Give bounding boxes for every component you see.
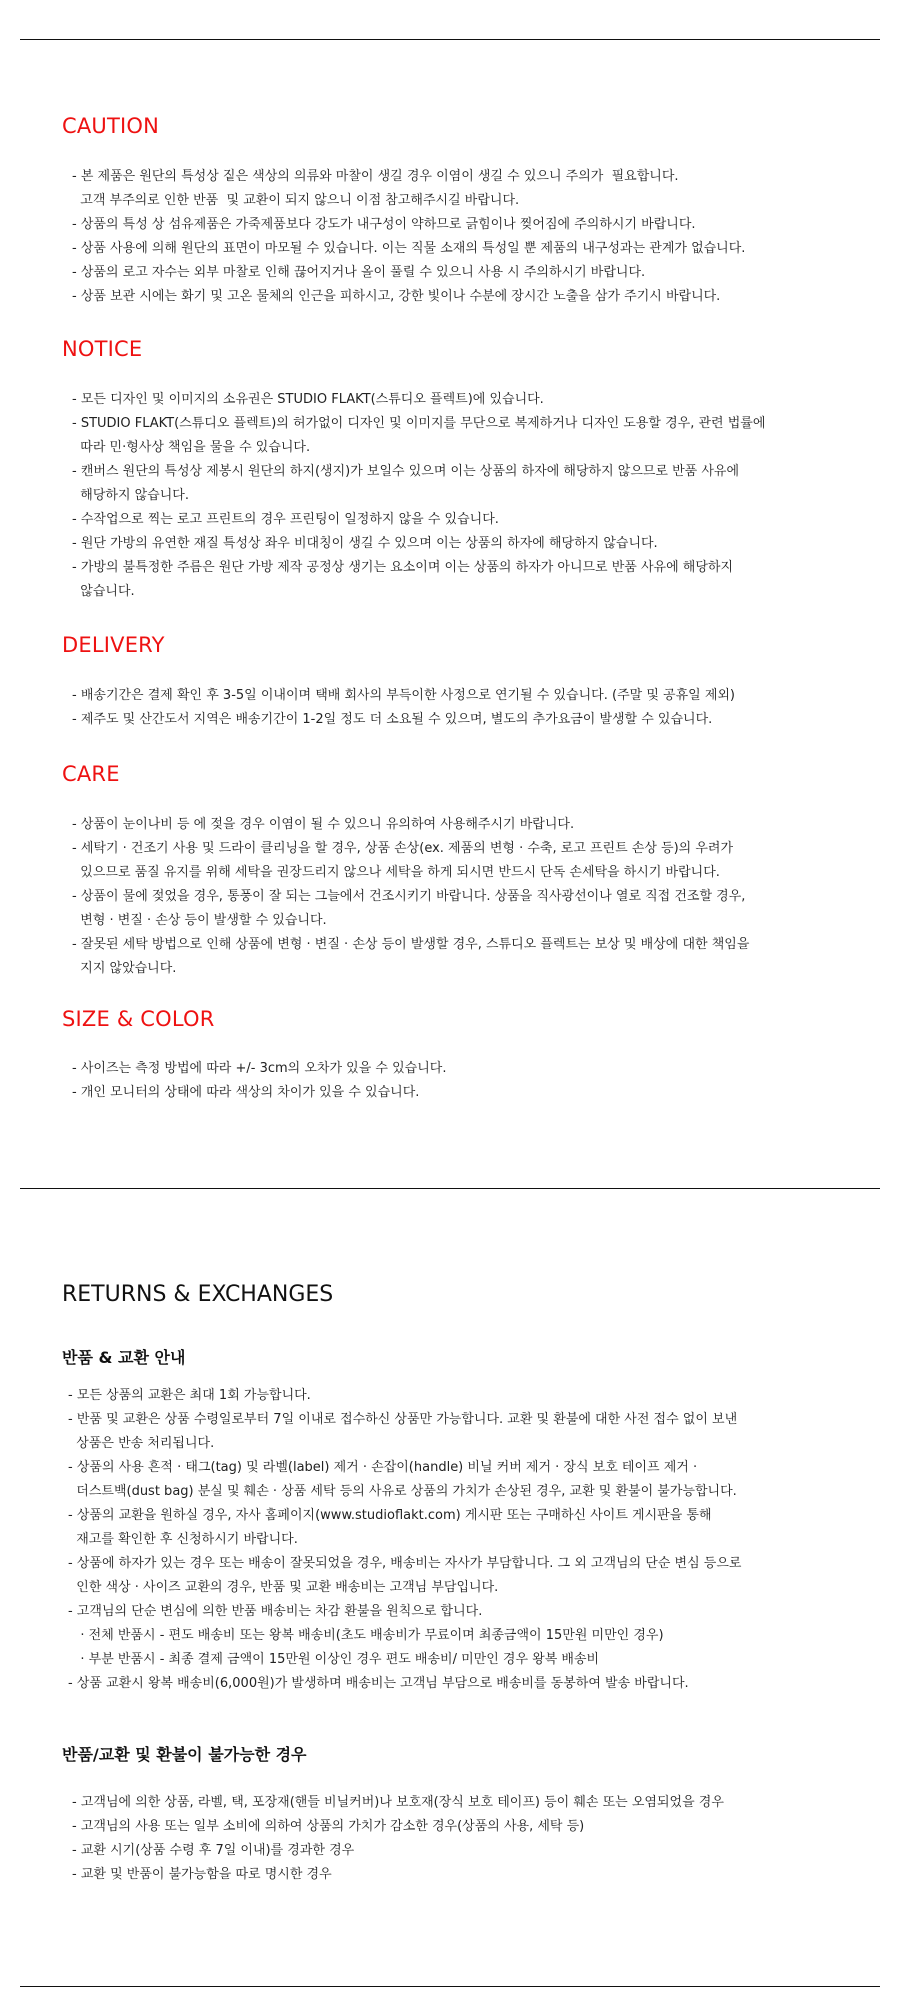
list-item: - 상품 사용에 의해 원단의 표면이 마모될 수 있습니다. 이는 직물 소재의 특성일 뿐 제품의 내구성과는 관계가 없습니다.: [72, 241, 746, 256]
unavailable-list: [72, 1791, 724, 1887]
return-guide-heading: 반품 & 교환 안내: [62, 1348, 186, 1367]
notice-heading: NOTICE: [62, 337, 143, 361]
unavailable-heading: 반품/교환 및 환불이 불가능한 경우: [62, 1745, 307, 1764]
list-item: - 가방의 불특정한 주름은 원단 가방 제작 공정상 생기는 요소이며 이는 상품의 하자가 아니므로 반품 사유에 해당하지: [72, 560, 734, 575]
list-item: - 본 제품은 원단의 특성상 짙은 색상의 의류와 마찰이 생길 경우 이염이 생길 수 있으니 주의가 필요합니다.: [72, 169, 679, 184]
list-item: - 상품의 로고 자수는 외부 마찰로 인해 끊어지거나 올이 풀릴 수 있으니 사용 시 주의하시기 바랍니다.: [72, 265, 646, 280]
list-item: - 모든 디자인 및 이미지의 소유권은 STUDIO FLAKT(스튜디오 플렉트)에 있습니다.: [72, 392, 544, 407]
list-item: - 상품이 눈이나비 등 에 젖을 경우 이염이 될 수 있으니 유의하여 사용해주시기 바랍니다.: [72, 817, 575, 832]
list-item: - 캔버스 원단의 특성상 제봉시 원단의 하지(생지)가 보일수 있으며 이는 상품의 하자에 해당하지 않으므로 반품 사유에: [72, 464, 740, 479]
list-item: 더스트백(dust bag) 분실 및 훼손 · 상품 세탁 등의 사유로 상품의 가치가 손상된 경우, 교환 및 환불이 불가능합니다.: [68, 1484, 737, 1499]
list-item: - 모든 상품의 교환은 최대 1회 가능합니다.: [68, 1388, 311, 1403]
care-heading: CARE: [62, 762, 120, 786]
list-item: - 고객님에 의한 상품, 라벨, 택, 포장재(핸들 비닐커버)나 보호재(장식 보호 테이프) 등이 훼손 또는 오염되었을 경우: [72, 1795, 724, 1810]
list-item: - 상품의 교환을 원하실 경우, 자사 홈페이지(www.studioflakt.com) 게시판 또는 구매하신 사이트 게시판을 통해: [68, 1508, 712, 1523]
notice-list: [72, 388, 765, 604]
delivery-list: [72, 684, 735, 732]
list-item: - 상품이 물에 젖었을 경우, 통풍이 잘 되는 그늘에서 건조시키기 바랍니다. 상품을 직사광선이나 열로 직접 건조할 경우,: [72, 889, 746, 904]
list-item: - 잘못된 세탁 방법으로 인해 상품에 변형 · 변질 · 손상 등이 발생할 경우, 스튜디오 플렉트는 보상 및 배상에 대한 책임을: [72, 937, 750, 952]
list-item: - 사이즈는 측정 방법에 따라 +/- 3cm의 오차가 있을 수 있습니다.: [72, 1061, 447, 1076]
list-item: 상품은 반송 처리됩니다.: [68, 1436, 215, 1451]
size-color-list: [72, 1057, 446, 1105]
list-item: 따라 민·형사상 책임을 물을 수 있습니다.: [72, 440, 311, 455]
list-item: - 제주도 및 산간도서 지역은 배송기간이 1-2일 정도 더 소요될 수 있으며, 별도의 추가요금이 발생할 수 있습니다.: [72, 712, 713, 727]
list-item: 지지 않았습니다.: [72, 961, 177, 976]
list-item: 해당하지 않습니다.: [72, 488, 189, 503]
list-item: - STUDIO FLAKT(스튜디오 플렉트)의 허가없이 디자인 및 이미지를 무단으로 복제하거나 디자인 도용할 경우, 관련 법률에: [72, 416, 766, 431]
list-item: - 교환 및 반품이 불가능함을 따로 명시한 경우: [72, 1867, 332, 1882]
list-item: 있으므로 품질 유지를 위해 세탁을 권장드리지 않으나 세탁을 하게 되시면 반드시 단독 손세탁을 하시기 바랍니다.: [72, 865, 720, 880]
list-item: 재고를 확인한 후 신청하시기 바랍니다.: [68, 1532, 298, 1547]
bottom-divider: [20, 1986, 880, 1987]
list-item: 않습니다.: [72, 584, 135, 599]
list-item: - 상품 교환시 왕복 배송비(6,000원)가 발생하며 배송비는 고객님 부담으로 배송비를 동봉하여 발송 바랍니다.: [68, 1676, 689, 1691]
middle-divider: [20, 1188, 880, 1189]
list-item: - 상품에 하자가 있는 경우 또는 배송이 잘못되었을 경우, 배송비는 자사가 부담합니다. 그 외 고객님의 단순 변심 등으로: [68, 1556, 742, 1571]
list-item: · 부분 반품시 - 최종 결제 금액이 15만원 이상인 경우 편도 배송비/ 미만인 경우 왕복 배송비: [68, 1652, 600, 1667]
caution-heading: CAUTION: [62, 114, 160, 138]
list-item: - 반품 및 교환은 상품 수령일로부터 7일 이내로 접수하신 상품만 가능합니다. 교환 및 환불에 대한 사전 접수 없이 보낸: [68, 1412, 738, 1427]
list-item: - 세탁기 · 건조기 사용 및 드라이 클리닝을 할 경우, 상품 손상(ex. 제품의 변형 · 수축, 로고 프린트 손상 등)의 우려가: [72, 841, 734, 856]
return-guide-list: [68, 1384, 741, 1696]
list-item: - 교환 시기(상품 수령 후 7일 이내)를 경과한 경우: [72, 1843, 355, 1858]
list-item: 인한 색상 · 사이즈 교환의 경우, 반품 및 교환 배송비는 고객님 부담입니다.: [68, 1580, 499, 1595]
list-item: - 상품 보관 시에는 화기 및 고온 물체의 인근을 피하시고, 강한 빛이나 수분에 장시간 노출을 삼가 주기시 바랍니다.: [72, 289, 721, 304]
delivery-heading: DELIVERY: [62, 633, 165, 657]
care-list: [72, 813, 749, 981]
list-item: 변형 · 변질 · 손상 등이 발생할 수 있습니다.: [72, 913, 327, 928]
list-item: - 고객님의 사용 또는 일부 소비에 의하여 상품의 가치가 감소한 경우(상품의 사용, 세탁 등): [72, 1819, 585, 1834]
caution-list: [72, 165, 745, 309]
list-item: - 원단 가방의 유연한 재질 특성상 좌우 비대칭이 생길 수 있으며 이는 상품의 하자에 해당하지 않습니다.: [72, 536, 658, 551]
list-item: - 고객님의 단순 변심에 의한 반품 배송비는 차감 환불을 원칙으로 합니다.: [68, 1604, 483, 1619]
top-divider: [20, 39, 880, 40]
list-item: · 전체 반품시 - 편도 배송비 또는 왕복 배송비(초도 배송비가 무료이며 최종금액이 15만원 미만인 경우): [68, 1628, 664, 1643]
returns-heading: RETURNS & EXCHANGES: [62, 1282, 334, 1307]
list-item: - 상품의 사용 흔적 · 태그(tag) 및 라벨(label) 제거 · 손잡이(handle) 비닐 커버 제거 · 장식 보호 테이프 제거 ·: [68, 1460, 698, 1475]
size-color-heading: SIZE & COLOR: [62, 1007, 215, 1031]
list-item: - 개인 모니터의 상태에 따라 색상의 차이가 있을 수 있습니다.: [72, 1085, 420, 1100]
list-item: - 배송기간은 결제 확인 후 3-5일 이내이며 택배 회사의 부득이한 사정으로 연기될 수 있습니다. (주말 및 공휴일 제외): [72, 688, 736, 703]
list-item: - 수작업으로 찍는 로고 프린트의 경우 프린팅이 일정하지 않을 수 있습니다.: [72, 512, 499, 527]
list-item: - 상품의 특성 상 섬유제품은 가죽제품보다 강도가 내구성이 약하므로 긁힘이나 찢어짐에 주의하시기 바랍니다.: [72, 217, 696, 232]
list-item: 고객 부주의로 인한 반품 및 교환이 되지 않으니 이점 참고해주시길 바랍니다.: [72, 193, 520, 208]
